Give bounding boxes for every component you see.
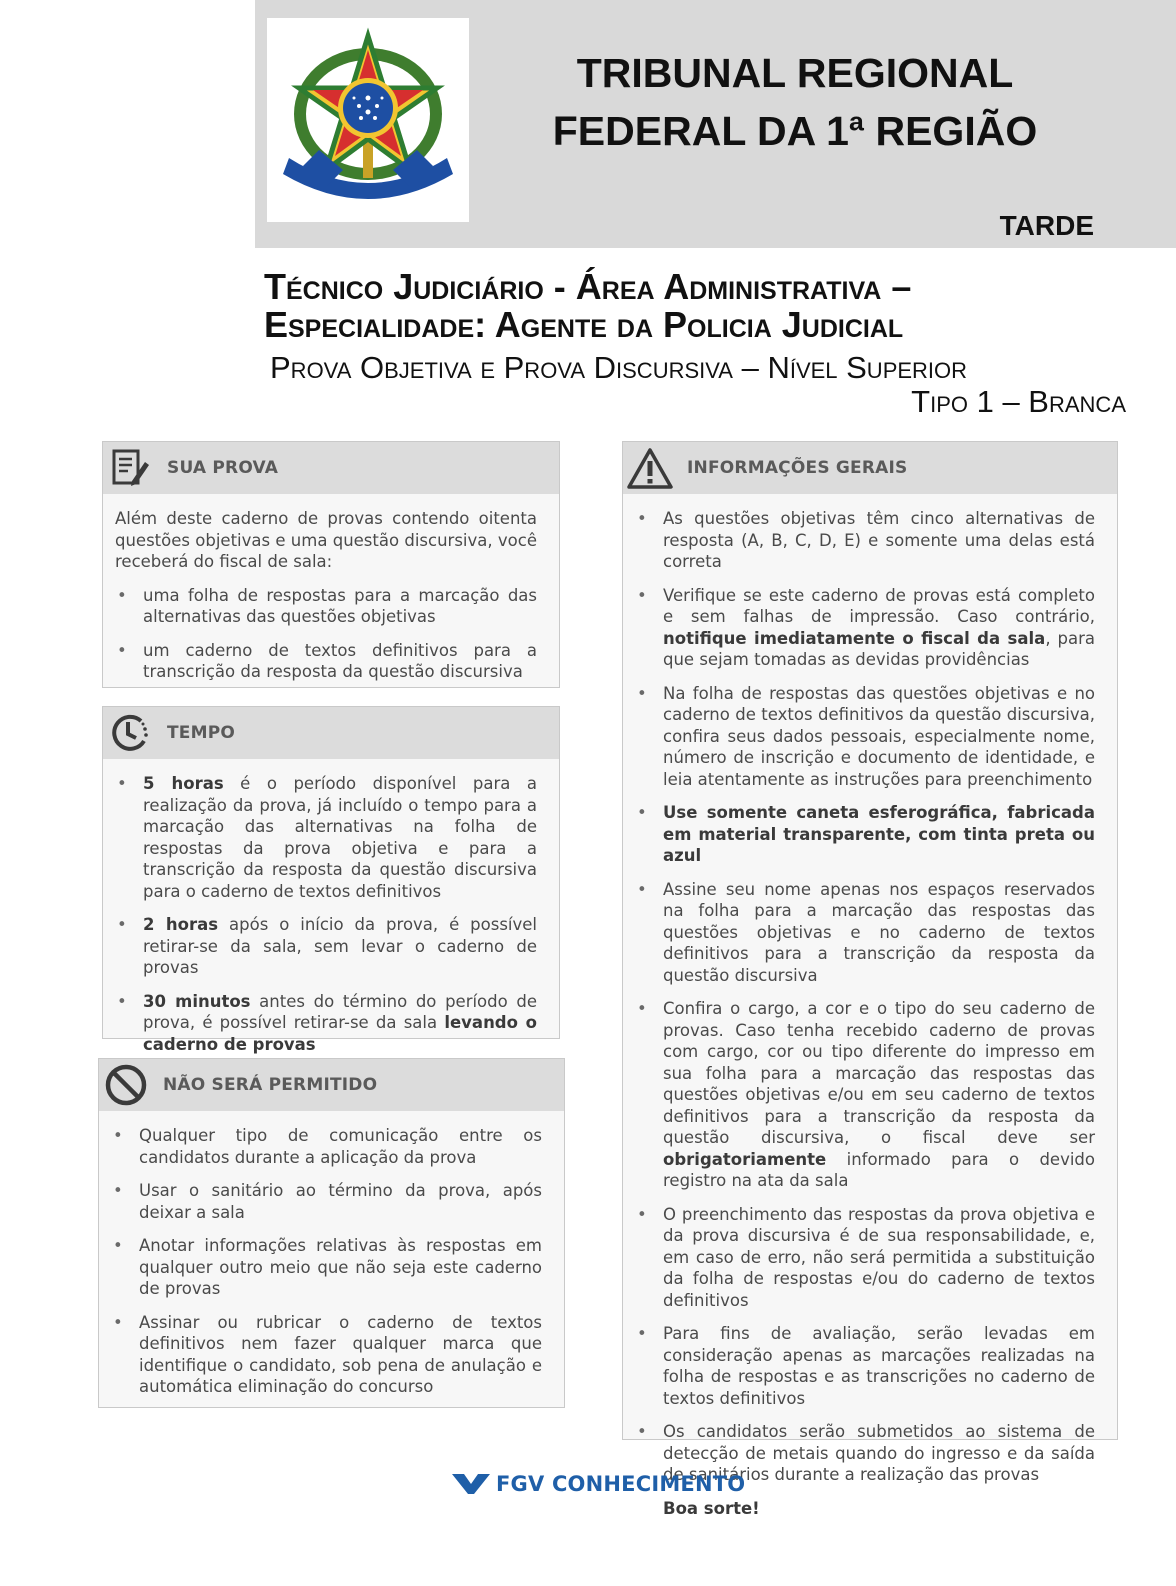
list-item-emphasis: notifique imediatamente o fiscal da sala	[663, 628, 1046, 648]
duration-value: 30 minutos	[143, 991, 251, 1011]
fgv-logo	[452, 1472, 745, 1496]
list-item: • Confira o cargo, a cor e o tipo do seu caderno de provas. Caso tenha recebido caderno de provas com cargo, cor ou tipo diferente do impresso em sua folha para a marcação das respostas das questões objetivas e/ou em seu caderno de textos definitivos para a transcrição da resposta da questão discursiva, o fiscal deve ser obrigatoriamente informado para o devido registro na ata da sala	[635, 998, 1095, 1192]
fgv-brand-text: FGV CONHECIMENTO	[496, 1472, 746, 1496]
list-item: • Usar o sanitário ao término da prova, após deixar a sala	[111, 1180, 542, 1223]
informacoes-body	[623, 494, 1117, 1519]
list-item: • uma folha de respostas para a marcação das alternativas das questões objetivas	[115, 585, 537, 628]
informacoes-header	[623, 442, 1117, 494]
tempo-panel	[102, 706, 560, 1054]
list-item: • Verifique se este caderno de provas está completo e sem falhas de impressão. Caso contrário, notifique imediatamente o fiscal da sala, para que sejam tomadas as devidas providências	[635, 585, 1095, 671]
tempo-title: TEMPO	[167, 723, 236, 743]
list-item: • As questões objetivas têm cinco alternativas de resposta (A, B, C, D, E) e somente uma delas está correta	[635, 508, 1095, 573]
list-item: • um caderno de textos definitivos para a transcrição da resposta da questão discursiva	[115, 640, 537, 683]
list-item: • Para fins de avaliação, serão levadas em consideração apenas as marcações realizadas na folha de respostas e as transcrições no caderno de textos definitivos	[635, 1323, 1095, 1409]
list-item: • Assinar ou rubricar o caderno de textos definitivos nem fazer qualquer marca que identifique o candidato, sob pena de anulação e automática eliminação do concurso	[111, 1312, 542, 1398]
list-item-text: após o início da prova, é possível retirar-se da sala, sem levar o caderno de provas	[143, 915, 538, 977]
list-item-emphasis: Use somente caneta esferográfica, fabricada em material transparente, com tinta preta ou azul	[663, 803, 1095, 865]
list-item-text: antes do término do período de prova, é possível retirar-se da sala	[143, 991, 538, 1032]
nao-permitido-panel	[98, 1058, 565, 1408]
duration-value: 5 horas	[143, 774, 224, 793]
job-title	[264, 268, 1124, 344]
list-item-text: é o período disponível para a realização da prova, já incluído o tempo para a marcação das alternativas na folha de respostas da prova objetiva e para a transcrição da resposta da questão discursiva para o caderno de textos definitivos	[143, 774, 537, 901]
exam-shift: TARDE	[999, 210, 1094, 241]
fgv-chevron-icon	[452, 1474, 490, 1494]
nao-permitido-body	[99, 1111, 564, 1398]
list-item: • Os candidatos serão submetidos ao sistema de detecção de metais quando do ingresso e da saída de sanitários durante a realização das provas	[635, 1421, 1095, 1486]
job-title-line1: Técnico Judiciário - Área Administrativa –	[264, 266, 912, 307]
tempo-body	[103, 759, 559, 1055]
nao-permitido-header	[99, 1059, 564, 1111]
closing-text: Boa sorte!	[663, 1498, 760, 1518]
list-item	[115, 914, 537, 979]
list-item-emphasis: levando o caderno de provas	[143, 1013, 538, 1054]
clock-icon	[103, 707, 157, 759]
prohibited-icon	[99, 1059, 153, 1111]
booklet-type: Tipo 1 – Branca	[911, 384, 1126, 419]
list-item: • Anotar informações relativas às respostas em qualquer outro meio que não seja este caderno de provas	[111, 1235, 542, 1300]
list-item	[115, 773, 537, 902]
sua-prova-panel	[102, 441, 560, 688]
nao-permitido-title: NÃO SERÁ PERMITIDO	[163, 1075, 378, 1095]
sua-prova-title: SUA PROVA	[167, 458, 279, 478]
job-title-line2: Especialidade: Agente da Policia Judicial	[264, 304, 904, 345]
sua-prova-body	[103, 494, 559, 683]
list-item: • Qualquer tipo de comunicação entre os candidatos durante a aplicação da prova	[111, 1125, 542, 1168]
list-item: • Assine seu nome apenas nos espaços reservados na folha para a marcação das respostas das questões objetivas e no caderno de textos definitivos para a transcrição da resposta da questão discursiva	[635, 879, 1095, 987]
document-edit-icon	[103, 442, 157, 494]
warning-icon	[623, 442, 677, 494]
list-item-emphasis: obrigatoriamente	[663, 1149, 827, 1169]
duration-value: 2 horas	[143, 915, 219, 934]
list-item: • Na folha de respostas das questões objetivas e no caderno de textos definitivos da questão discursiva, confira seus dados pessoais, especialmente nome, número de inscrição e documento de identidade, e leia atentamente as instruções para preenchimento	[635, 683, 1095, 791]
informacoes-title: INFORMAÇÕES GERAIS	[687, 458, 908, 478]
list-item	[115, 991, 537, 1056]
court-title-line2: FEDERAL DA 1ª REGIÃO	[552, 108, 1038, 154]
sua-prova-header	[103, 442, 559, 494]
coat-of-arms-emblem	[267, 18, 469, 222]
informacoes-panel	[622, 441, 1118, 1518]
tempo-header	[103, 707, 559, 759]
exam-type: Prova Objetiva e Prova Discursiva – Nível Superior	[270, 350, 968, 385]
list-item: • O preenchimento das respostas da prova objetiva e da prova discursiva é de sua responsabilidade, e, em caso de erro, não será permitida a substituição da folha de respostas e/ou do caderno de textos definitivos	[635, 1204, 1095, 1312]
sua-prova-intro: Além deste caderno de provas contendo oitenta questões objetivas e uma questão discursiva, você receberá do fiscal de sala:	[115, 509, 537, 571]
list-item	[635, 802, 1095, 867]
court-title-line1: TRIBUNAL REGIONAL	[576, 50, 1014, 96]
court-title	[500, 44, 1090, 160]
